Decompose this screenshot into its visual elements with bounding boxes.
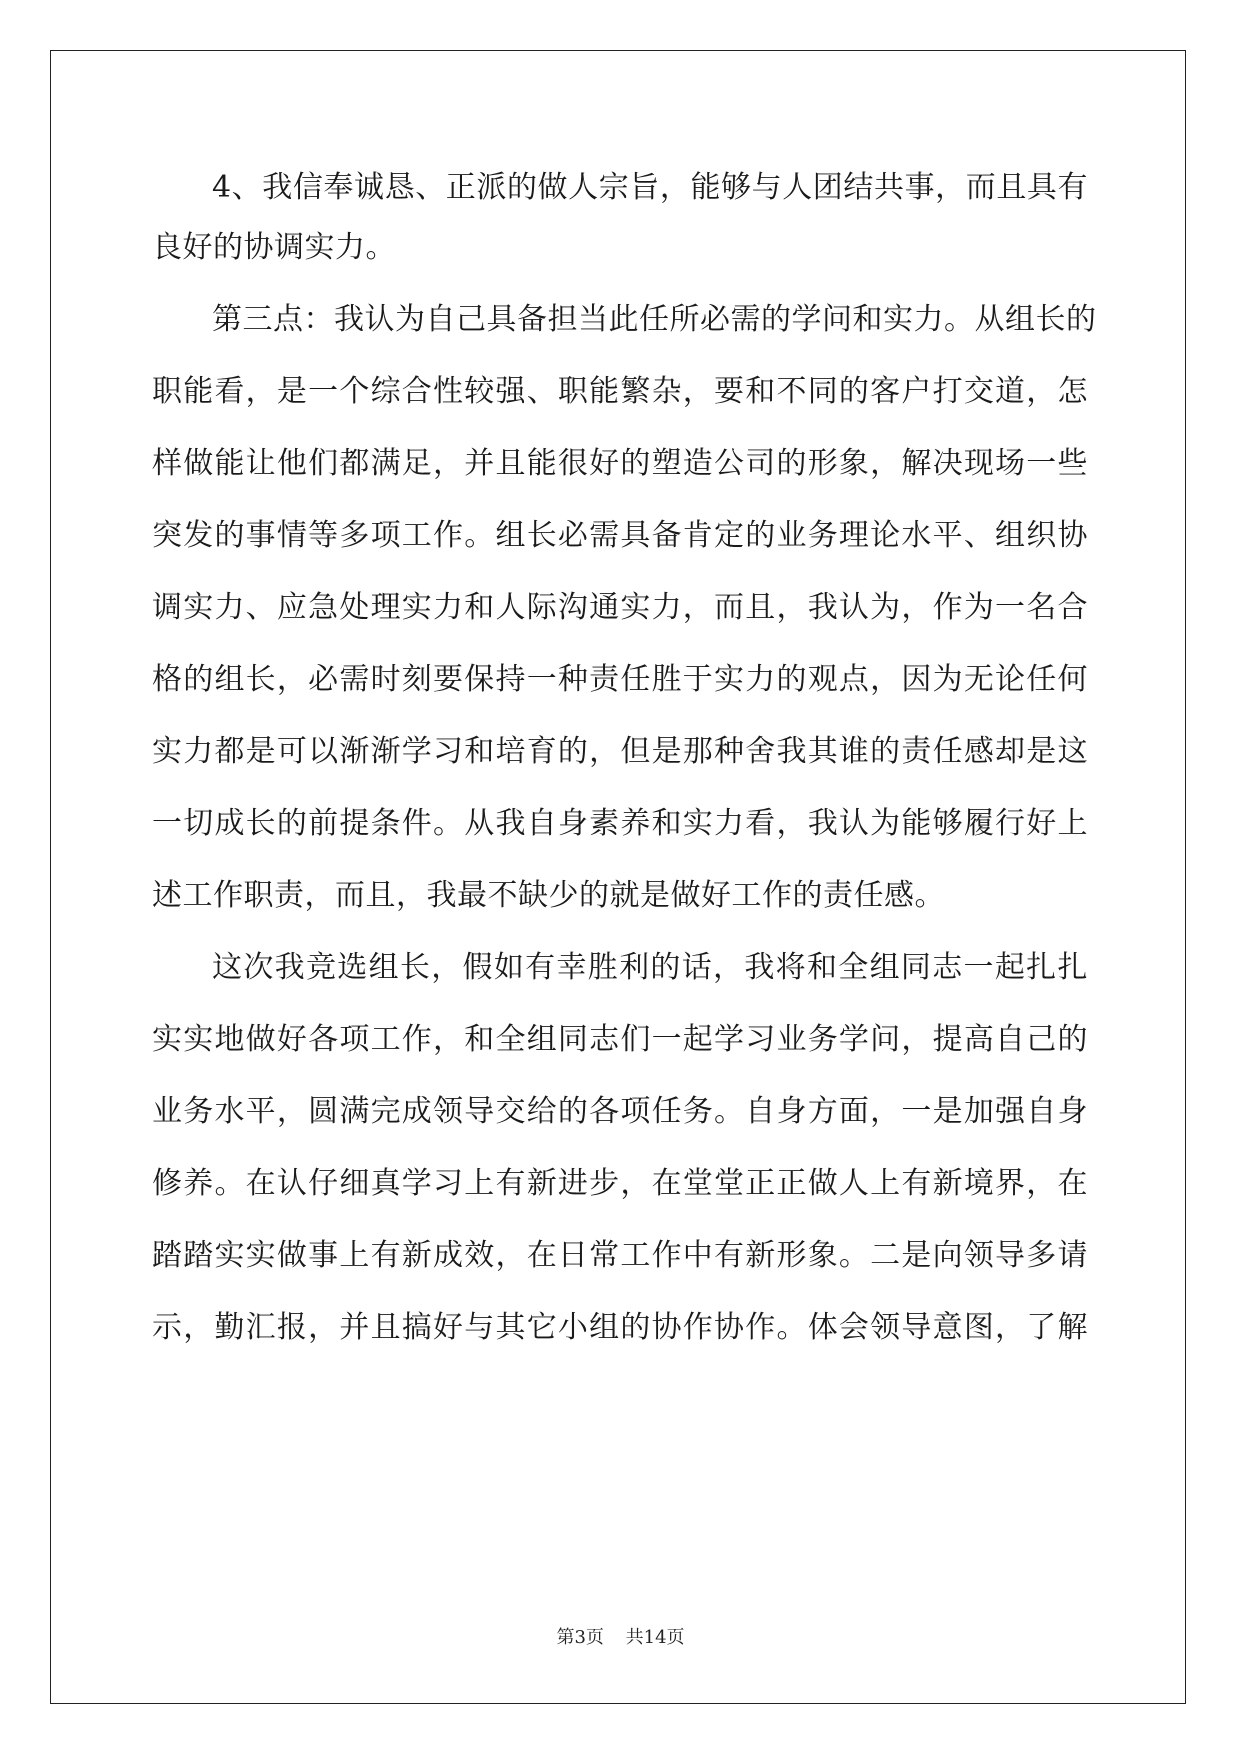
paragraph-line: 突发的事情等多项工作。组长必需具备肯定的业务理论水平、组织协 bbox=[152, 518, 1088, 553]
paragraph-line: 述工作职责，而且，我最不缺少的就是做好工作的责任感。 bbox=[152, 878, 945, 913]
paragraph-line: 修养。在认仔细真学习上有新进步，在堂堂正正做人上有新境界，在 bbox=[152, 1166, 1088, 1201]
paragraph-line: 4、我信奉诚恳、正派的做人宗旨，能够与人团结共事，而且具有 bbox=[212, 170, 1088, 205]
page-number: 第3页 bbox=[556, 1627, 604, 1648]
paragraph-line: 示，勤汇报，并且搞好与其它小组的协作协作。体会领导意图，了解 bbox=[152, 1310, 1088, 1345]
paragraph-line: 业务水平，圆满完成领导交给的各项任务。自身方面，一是加强自身 bbox=[152, 1094, 1088, 1129]
paragraph-line: 第三点：我认为自己具备担当此任所必需的学问和实力。从组长的 bbox=[212, 302, 1097, 337]
paragraph-line: 调实力、应急处理实力和人际沟通实力，而且，我认为，作为一名合 bbox=[152, 590, 1088, 625]
page-total: 共14页 bbox=[625, 1627, 685, 1648]
paragraph-line: 样做能让他们都满足，并且能很好的塑造公司的形象，解决现场一些 bbox=[152, 446, 1088, 481]
paragraph-line: 良好的协调实力。 bbox=[152, 230, 396, 265]
paragraph-line: 这次我竞选组长，假如有幸胜利的话，我将和全组同志一起扎扎 bbox=[212, 950, 1088, 985]
page-footer bbox=[0, 1626, 1241, 1650]
paragraph-line: 实力都是可以渐渐学习和培育的，但是那种舍我其谁的责任感却是这 bbox=[152, 734, 1088, 769]
paragraph-line: 职能看，是一个综合性较强、职能繁杂，要和不同的客户打交道，怎 bbox=[152, 374, 1088, 409]
paragraph-line: 实实地做好各项工作，和全组同志们一起学习业务学问，提高自己的 bbox=[152, 1022, 1088, 1057]
paragraph-line: 格的组长，必需时刻要保持一种责任胜于实力的观点，因为无论任何 bbox=[152, 662, 1088, 697]
paragraph-line: 踏踏实实做事上有新成效，在日常工作中有新形象。二是向领导多请 bbox=[152, 1238, 1088, 1273]
paragraph-line: 一切成长的前提条件。从我自身素养和实力看，我认为能够履行好上 bbox=[152, 806, 1088, 841]
